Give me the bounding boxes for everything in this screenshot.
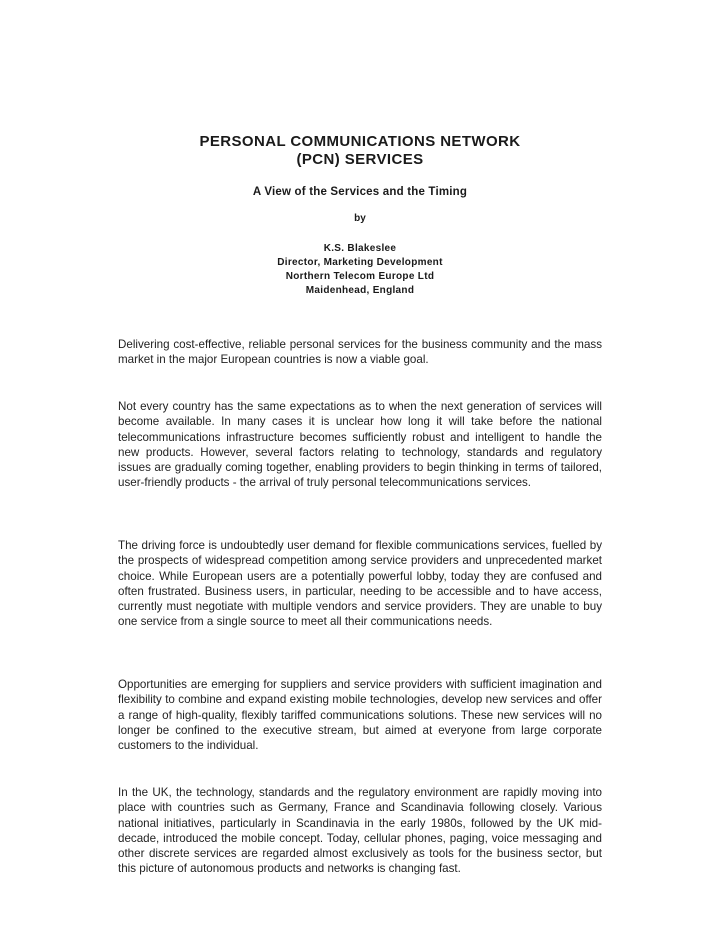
title-line-2: (PCN) SERVICES	[296, 151, 424, 168]
author-company: Northern Telecom Europe Ltd	[285, 271, 435, 282]
byline: by	[354, 213, 366, 224]
author-title: Director, Marketing Development	[277, 257, 443, 268]
paragraph-5: In the UK, the technology, standards and the regulatory environment are rapidly moving into place with countries such as Germany, France and Scandinavia following closely. Various national initiatives, particularly in Scandinavia in the early 1980s, followed by the UK mid-decade, introduced the mobile concept. Today, cellular phones, paging, voice messaging and other discrete services are regarded almost exclusively as tools for the business sector, but this picture of autonomous products and networks is changing fast.	[118, 786, 602, 876]
paragraph-2: Not every country has the same expectations as to when the next generation of services will become available. In many cases it is unclear how long it will take before the national telecommunications infrastructure becomes sufficiently robust and intelligent to handle the new products. However, several factors relating to technology, standards and regulatory issues are gradually coming together, enabling providers to begin thinking in terms of tailored, user-friendly products - the arrival of truly personal telecommunications services.	[118, 400, 602, 490]
author-block	[0, 242, 720, 298]
document-title	[0, 133, 720, 169]
author-name: K.S. Blakeslee	[323, 243, 397, 254]
paragraph-4: Opportunities are emerging for suppliers and service providers with sufficient imagination and flexibility to combine and expand existing mobile technologies, develop new services and offer a range of high-quality, flexibly tariffed communications solutions. These new services will no longer be confined to the executive stream, but aimed at everyone from large corporate customers to the individual.	[118, 678, 602, 753]
paragraph-1: Delivering cost-effective, reliable personal services for the business community and the mass market in the major European countries is now a viable goal.	[118, 338, 602, 367]
document-subtitle: A View of the Services and the Timing	[252, 186, 468, 198]
title-line-1: PERSONAL COMMUNICATIONS NETWORK	[199, 133, 521, 150]
author-location: Maidenhead, England	[305, 285, 415, 296]
paragraph-3: The driving force is undoubtedly user demand for flexible communications services, fuelled by the prospects of widespread competition among service providers and unprecedented market choice. While European users are a potentially powerful lobby, today they are confused and often frustrated. Business users, in particular, needing to be accessible and to have access, currently must negotiate with multiple vendors and service providers. They are unable to buy one service from a single source to meet all their communications needs.	[118, 539, 602, 629]
